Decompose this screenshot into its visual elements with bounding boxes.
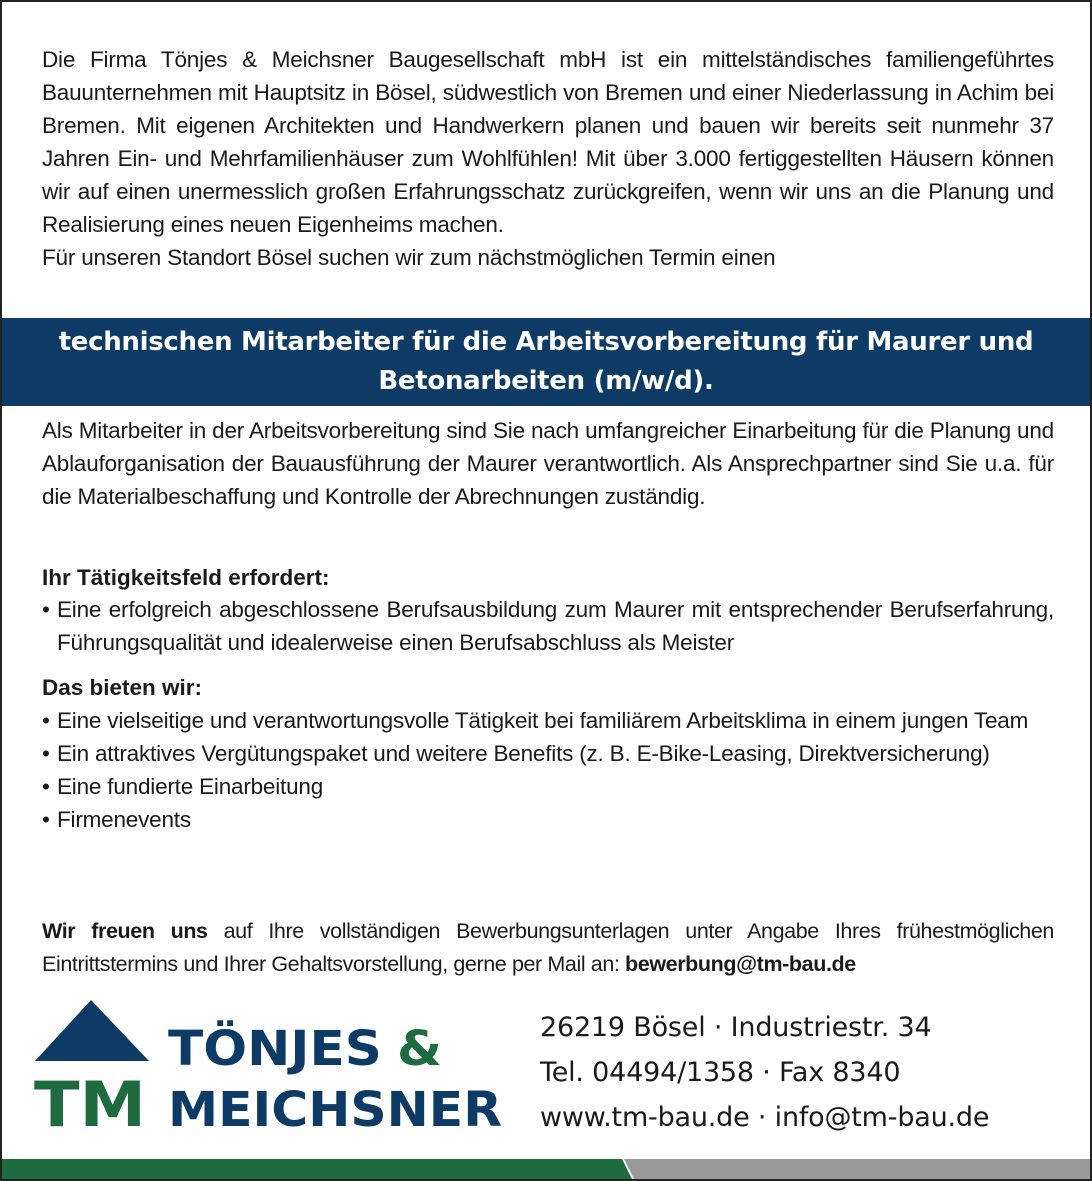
list-item: • Eine erfolgreich abgeschlossene Berufsausbildung zum Maurer mit entsprechender Berufserfahrung, Führungsqualität und idealerweise einen Berufsabschluss als Meister xyxy=(42,593,1054,659)
job-description: Als Mitarbeiter in der Arbeitsvorbereitung sind Sie nach umfangreicher Einarbeitung für die Planung und Ablauforganisation der Bauausführung der Maurer verantwortlich. Als Ansprechpartner sind Sie u.a. für die Materialbeschaffung und Kontrolle der Abrechnungen zuständig. xyxy=(42,418,1054,509)
bullet-icon: • xyxy=(42,774,50,799)
job-description-section xyxy=(42,414,1054,513)
intro-paragraph: Die Firma Tönjes & Meichsner Baugesellschaft mbH ist ein mittelständisches familiengeführtes Bauunternehmen mit Hauptsitz in Bösel, südwestlich von Bremen und einer Niederlassung in Achim bei Bremen. Mit eigenen Architekten und Handwerkern planen und bauen wir bereits seit nunmehr 37 Jahren Ein- und Mehrfamilienhäuser zum Wohlfühlen! Mit über 3.000 fertiggestellten Häusern können wir auf einen unermesslich großen Erfahrungsschatz zurückgreifen, wenn wir uns an die Planung und Realisierung eines neuen Eigenheims machen. xyxy=(42,47,1054,237)
house-roof-icon xyxy=(35,1000,149,1061)
bullet-icon: • xyxy=(42,741,50,766)
bullet-icon: • xyxy=(42,807,50,832)
logo-name-line1 xyxy=(168,1020,442,1077)
offer-heading: Das bieten wir: xyxy=(42,675,203,700)
intro-lead-sentence: Für unseren Standort Bösel suchen wir zum nächstmöglichen Termin einen xyxy=(42,245,776,270)
logo-name-toenjes: TÖNJES xyxy=(168,1021,367,1077)
list-item: • Ein attraktives Vergütungspaket und weitere Benefits (z. B. E-Bike-Leasing, Direktversicherung) xyxy=(42,737,1054,770)
list-item: • Firmenevents xyxy=(42,803,1054,836)
list-item: • Eine vielseitige und verantwortungsvolle Tätigkeit bei familiärem Arbeitsklima in einem jungen Team xyxy=(42,704,1054,737)
closing-section xyxy=(42,915,1054,981)
job-title-banner xyxy=(2,318,1090,406)
footer-gray-bar xyxy=(624,1159,1090,1179)
contact-block xyxy=(540,1005,1080,1140)
job-title: technischen Mitarbeiter für die Arbeitsvorbereitung für Maurer und Betonarbeiten (m/w/d). xyxy=(58,327,1034,396)
closing-bold-lead: Wir freuen uns xyxy=(42,919,208,943)
contact-phone: Tel. 04494/1358 · Fax 8340 xyxy=(540,1057,901,1088)
bullet-icon: • xyxy=(42,708,50,733)
company-logo xyxy=(32,998,507,1138)
contact-web-email[interactable]: www.tm-bau.de · info@tm-bau.de xyxy=(540,1102,990,1133)
list-item: • Eine fundierte Einarbeitung xyxy=(42,770,1054,803)
contact-address: 26219 Bösel · Industriestr. 34 xyxy=(540,1012,932,1043)
closing-paragraph xyxy=(42,915,1054,981)
offer-list xyxy=(42,704,1054,836)
requirements-heading: Ihr Tätigkeitsfeld erfordert: xyxy=(42,565,330,590)
logo-initials: TM xyxy=(34,1068,146,1138)
logo-name-line2: MEICHSNER xyxy=(168,1082,503,1138)
application-email[interactable]: bewerbung@tm-bau.de xyxy=(625,952,856,976)
logo-ampersand: & xyxy=(396,1021,439,1077)
closing-text: auf Ihre vollständigen Bewerbungsunterlagen unter Angabe Ihres frühestmöglichen Eintrittstermins und Ihrer Gehaltsvorstellung, gerne per Mail an: xyxy=(42,919,1054,976)
requirements-list xyxy=(42,593,1054,659)
footer-green-bar xyxy=(2,1159,632,1179)
bullet-icon: • xyxy=(42,597,50,622)
intro-section xyxy=(42,43,1054,274)
